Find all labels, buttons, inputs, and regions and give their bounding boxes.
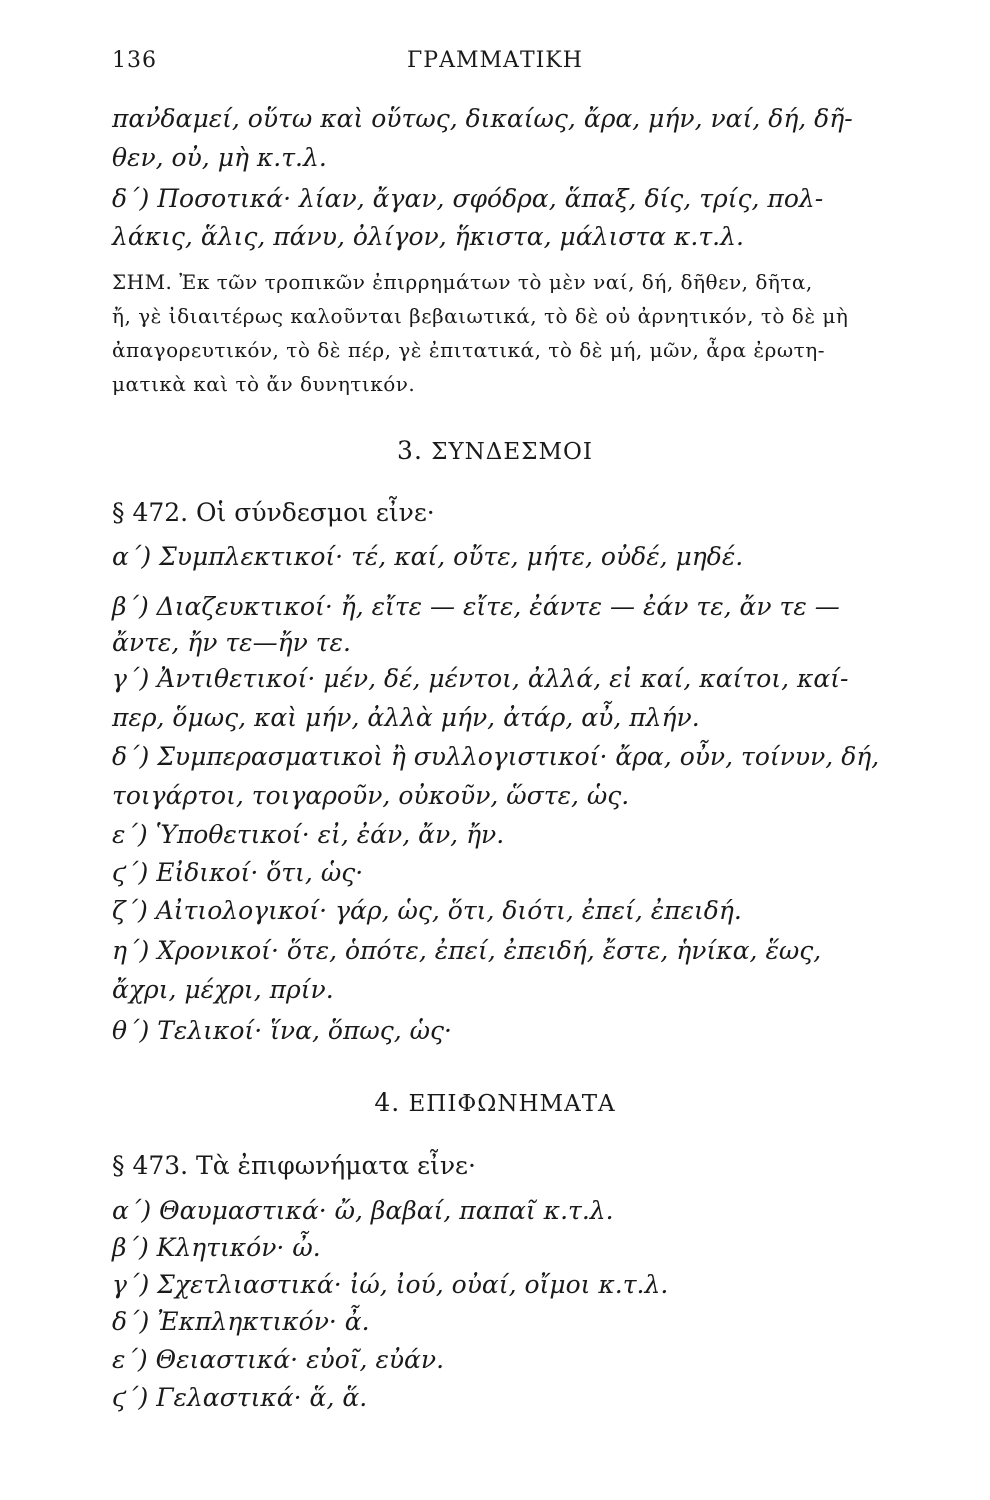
list-item-continuation: τοιγάρτοι, τοιγαροῦν, οὐκοῦν, ὥστε, ὡς.: [112, 781, 630, 810]
list-item: β΄) Κλητικόν· ὦ.: [112, 1233, 321, 1262]
list-item: β΄) Διαζευκτικοί· ἤ, εἴτε — εἴτε, ἐάντε — ἐάν τε, ἄν τε —: [112, 592, 840, 621]
list-item-continuation: λάκις, ἅλις, πάνυ, ὀλίγον, ἥκιστα, μάλιστα κ.τ.λ.: [112, 222, 744, 251]
list-item: ϛ΄) Εἰδικοί· ὅτι, ὡς·: [112, 858, 364, 887]
paragraph-heading: § 472. Οἱ σύνδεσμοι εἶνε·: [112, 498, 435, 527]
text-line: παν̓δαμεί, οὕτω καὶ οὕτως, δικαίως, ἄρα, μήν, ναί, δή, δῆ-: [112, 104, 853, 133]
list-item: α΄) Θαυμαστικά· ὤ, βαβαί, παπαῖ κ.τ.λ.: [112, 1196, 614, 1225]
paragraph-heading: § 473. Τὰ ἐπιφωνήματα εἶνε·: [112, 1151, 476, 1180]
note-line: ἤ, γὲ ἰδιαιτέρως καλοῦνται βεβαιωτικά, τὸ δὲ οὐ ἀρνητικόν, τὸ δὲ μὴ: [112, 304, 849, 328]
section-number: 3.: [397, 436, 423, 465]
note-line: ματικὰ καὶ τὸ ἄν δυνητικόν.: [112, 372, 416, 396]
section-title: ΕΠΙΦΩΝΗΜΑΤΑ: [408, 1091, 616, 1117]
list-item: ε΄) Θειαστικά· εὐοῖ, εὐάν.: [112, 1345, 445, 1374]
section-heading-4: [0, 1088, 990, 1117]
list-item: ϛ΄) Γελαστικά· ἅ, ἅ.: [112, 1383, 368, 1412]
list-item-continuation: ἄχρι, μέχρι, πρίν.: [112, 975, 334, 1004]
running-title: ΓΡΑΜΜΑΤΙΚΗ: [407, 48, 583, 73]
list-item: η΄) Χρονικοί· ὅτε, ὁπότε, ἐπεί, ἐπειδή, ἔστε, ἡνίκα, ἕως,: [112, 936, 822, 965]
list-item: θ΄) Τελικοί· ἵνα, ὅπως, ὡς·: [112, 1016, 453, 1045]
list-item: α΄) Συμπλεκτικοί· τέ, καί, οὔτε, μήτε, οὐδέ, μηδέ.: [112, 542, 744, 571]
list-item: γ΄) Σχετλιαστικά· ἰώ, ἰού, οὐαί, οἴμοι κ.τ.λ.: [112, 1270, 669, 1299]
text-line: θεν, οὐ, μὴ κ.τ.λ.: [112, 143, 327, 172]
list-item-continuation: περ, ὅμως, καὶ μήν, ἀλλὰ μήν, ἀτάρ, αὖ, πλήν.: [112, 703, 700, 732]
list-item: ζ΄) Αἰτιολογικοί· γάρ, ὡς, ὅτι, διότι, ἐπεί, ἐπειδή.: [112, 896, 742, 925]
list-item-continuation: ἄντε, ἤν τε—ἤν τε.: [112, 628, 351, 657]
note-line: ΣΗΜ. Ἐκ τῶν τροπικῶν ἐπιρρημάτων τὸ μὲν ναί, δή, δῆθεν, δῆτα,: [112, 270, 813, 294]
list-item: γ΄) Ἀντιθετικοί· μέν, δέ, μέντοι, ἀλλά, εἰ καί, καίτοι, καί-: [112, 664, 849, 693]
list-item: δ΄) Συμπερασματικοὶ ἢ συλλογιστικοί· ἄρα, οὖν, τοίνυν, δή,: [112, 742, 880, 771]
note-line: ἀπαγορευτικόν, τὸ δὲ πέρ, γὲ ἐπιτατικά, τὸ δὲ μή, μῶν, ἆρα ἐρωτη-: [112, 338, 825, 362]
section-heading-3: [0, 436, 990, 465]
page-number: 136: [112, 48, 157, 73]
section-title: ΣΥΝΔΕΣΜΟΙ: [431, 439, 593, 465]
list-item: δ΄) Ποσοτικά· λίαν, ἄγαν, σφόδρα, ἅπαξ, δίς, τρίς, πολ-: [112, 184, 824, 213]
section-number: 4.: [374, 1088, 401, 1117]
list-item: δ΄) Ἐκπληκτικόν· ἆ.: [112, 1307, 370, 1336]
list-item: ε΄) Ὑποθετικοί· εἰ, ἐάν, ἄν, ἤν.: [112, 820, 505, 849]
